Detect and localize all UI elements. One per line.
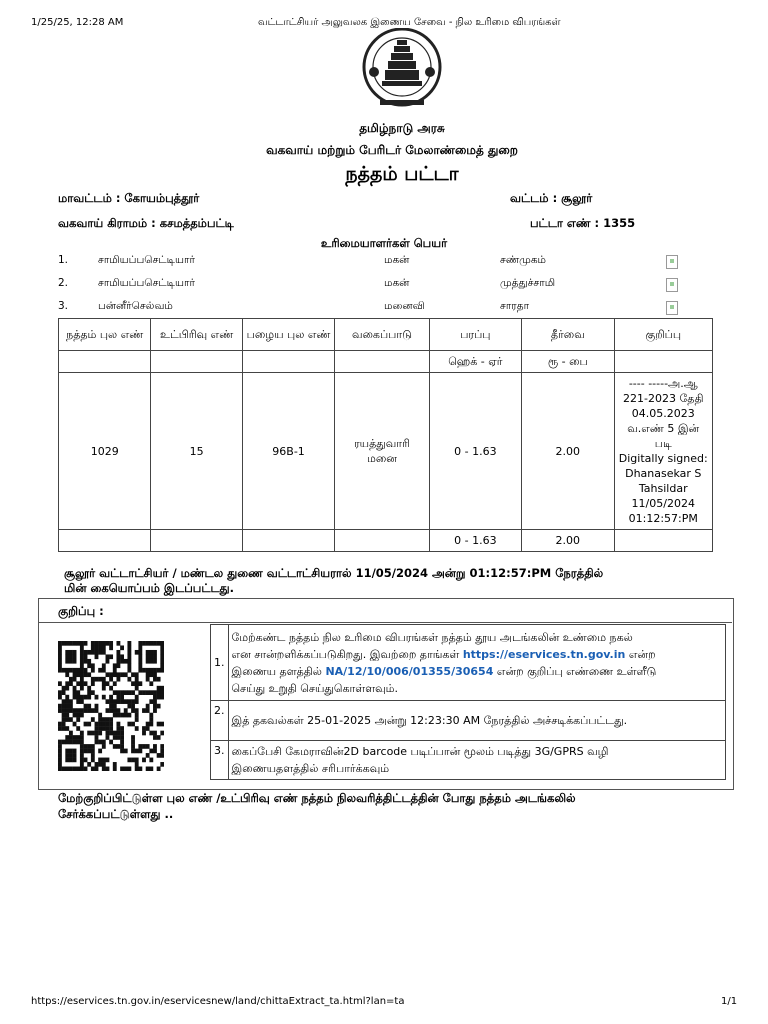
- area-cell: 0 - 1.63: [429, 373, 521, 530]
- owner-number: 1.: [58, 254, 69, 266]
- remark-line: Dhanasekar S: [625, 467, 702, 480]
- owners-heading: உரிமையாளர்கள் பெயர்: [320, 236, 448, 250]
- qr-code-icon: [58, 641, 164, 771]
- remark-line: Tahsildar: [638, 482, 688, 495]
- tax-unit: ரூ - பை: [522, 351, 614, 373]
- document-title: நத்தம் பட்டா: [345, 163, 459, 185]
- owner-name: பன்னீர்செல்வம்: [98, 300, 173, 312]
- owner-relative: சண்முகம்: [500, 254, 546, 266]
- print-datetime: 1/25/25, 12:28 AM: [31, 17, 124, 28]
- header-tax: தீர்வை: [522, 319, 614, 351]
- notes-table: [210, 624, 726, 780]
- remark-line: 04.05.2023: [631, 407, 695, 420]
- total-area-cell: 0 - 1.63: [429, 530, 521, 552]
- owner-name: சாமியப்பசெட்டியார்: [98, 277, 195, 289]
- note-text: [228, 741, 726, 780]
- owner-row: [0, 300, 768, 317]
- remark-line: Digitally signed:: [618, 452, 708, 465]
- header-remarks: குறிப்பு: [614, 319, 712, 351]
- note-line: என சான்றளிக்கப்படுகிறது. இவற்றை தாங்கள் https://eservices.tn.gov.in என்ற: [231, 647, 656, 661]
- note-item: [211, 625, 726, 701]
- header-area: பரப்பு: [429, 319, 521, 351]
- eservices-link[interactable]: https://eservices.tn.gov.in: [462, 647, 626, 661]
- notes-heading: குறிப்பு :: [58, 604, 104, 618]
- classification-cell: ரயத்துவாரி மனை: [335, 373, 429, 530]
- header-old-survey-no: பழைய புல எண்: [242, 319, 334, 351]
- signature-line: சூலூர் வட்டாட்சியர் / மண்டல துணை வட்டாட்சியரால் 11/05/2024 அன்று 01:12:57:PM நேரத்தில்: [64, 566, 604, 580]
- print-page-number: 1/1: [721, 996, 738, 1007]
- note-number: 1.: [211, 625, 229, 701]
- owner-number: 2.: [58, 277, 69, 289]
- owner-name: சாமியப்பசெட்டியார்: [98, 254, 195, 266]
- owner-row: [0, 254, 768, 271]
- note-line: மேற்கண்ட நத்தம் நில உரிமை விபரங்கள் நத்தம் தூய அடங்கலின் உண்மை நகல்: [231, 630, 633, 644]
- broken-image-icon: [666, 278, 678, 292]
- footer-note-line: சேர்க்கப்பட்டுள்ளது ..: [58, 807, 174, 821]
- owner-relation: மனைவி: [384, 300, 425, 312]
- broken-image-icon: [666, 301, 678, 315]
- note-number: 2.: [211, 701, 229, 741]
- owner-relative: முத்துச்சாமி: [500, 277, 556, 289]
- subdivision-cell: 15: [151, 373, 242, 530]
- note-line: இணையதளத்தில் சரிபார்க்கவும்: [231, 762, 390, 775]
- old-survey-cell: 96B-1: [242, 373, 334, 530]
- area-unit: ஹெக் - ஏர்: [429, 351, 521, 373]
- remark-line: 11/05/2024: [631, 497, 695, 510]
- patta-number: பட்டா எண் : 1355: [530, 216, 636, 230]
- notes-divider: [38, 622, 732, 623]
- footer-note: [58, 790, 576, 822]
- remarks-cell: [614, 373, 712, 530]
- note-number: 3.: [211, 741, 229, 780]
- footer-note-line: மேற்குறிப்பிட்டுள்ள புல எண் /உட்பிரிவு எண் நத்தம் நிலவரித்திட்டத்தின் போது நத்தம் அடங்கலில்: [58, 791, 576, 805]
- header-natham-survey-no: நத்தம் புல எண்: [59, 319, 151, 351]
- note-text: [228, 625, 726, 701]
- remark-line: படி: [654, 437, 672, 450]
- remark-line: வ.எண் 5 இன்: [627, 422, 700, 435]
- table-units-row: [59, 351, 713, 373]
- remark-line: ---- -----அ.ஆ: [628, 377, 698, 390]
- reference-number-link[interactable]: NA/12/10/006/01355/30654: [325, 664, 494, 678]
- district-label: மாவட்டம் : கோயம்புத்தூர்: [58, 191, 200, 205]
- tamil-nadu-emblem-icon: [352, 28, 452, 110]
- department-heading: வகவாய் மற்றும் பேரிடர் மேலாண்மைத் துறை: [266, 143, 518, 157]
- note-item: [211, 701, 726, 741]
- note-item: [211, 741, 726, 780]
- tax-cell: 2.00: [522, 373, 614, 530]
- remark-line: 221-2023 தேதி: [623, 392, 704, 405]
- print-page-title: வட்டாட்சியர் அலுவலக இணைய சேவை - நில உரிமை விபரங்கள்: [258, 17, 561, 28]
- note-line: கைப்பேசி கேமராவின்2D barcode படிப்பான் மூலம் படித்து 3G/GPRS வழி: [231, 745, 609, 758]
- note-line: செய்து உறுதி செய்துகொள்ளவும்.: [231, 681, 398, 695]
- owner-row: [0, 277, 768, 294]
- remark-line: 01:12:57:PM: [628, 512, 698, 525]
- header-subdivision-no: உட்பிரிவு எண்: [151, 319, 242, 351]
- broken-image-icon: [666, 255, 678, 269]
- note-text: இத் தகவல்கள் 25-01-2025 அன்று 12:23:30 AM நேரத்தில் அச்சடிக்கப்பட்டது.: [228, 701, 726, 741]
- owner-relation: மகன்: [384, 254, 410, 266]
- table-row: [59, 373, 713, 530]
- print-url: https://eservices.tn.gov.in/eservicesnew/land/chittaExtract_ta.html?lan=ta: [31, 996, 405, 1007]
- signature-line: மின் கையொப்பம் இடப்பட்டது.: [64, 581, 235, 595]
- taluk-label: வட்டம் : சூலூர்: [510, 191, 593, 205]
- land-details-table: [58, 318, 713, 552]
- note-line: இணைய தளத்தில் NA/12/10/006/01355/30654 என்ற குறிப்பு எண்ணை உள்ளீடு: [231, 664, 657, 678]
- table-header-row: [59, 319, 713, 351]
- government-heading: தமிழ்நாடு அரசு: [359, 121, 445, 135]
- digital-signature-statement: [64, 566, 603, 596]
- owner-number: 3.: [58, 300, 69, 312]
- header-classification: வகைப்பாடு: [335, 319, 429, 351]
- survey-no-cell: 1029: [59, 373, 151, 530]
- owner-relation: மகன்: [384, 277, 410, 289]
- owner-relative: சாரதா: [500, 300, 530, 312]
- table-total-row: [59, 530, 713, 552]
- total-tax-cell: 2.00: [522, 530, 614, 552]
- village-label: வகவாய் கிராமம் : கசமத்தம்பட்டி: [58, 216, 234, 230]
